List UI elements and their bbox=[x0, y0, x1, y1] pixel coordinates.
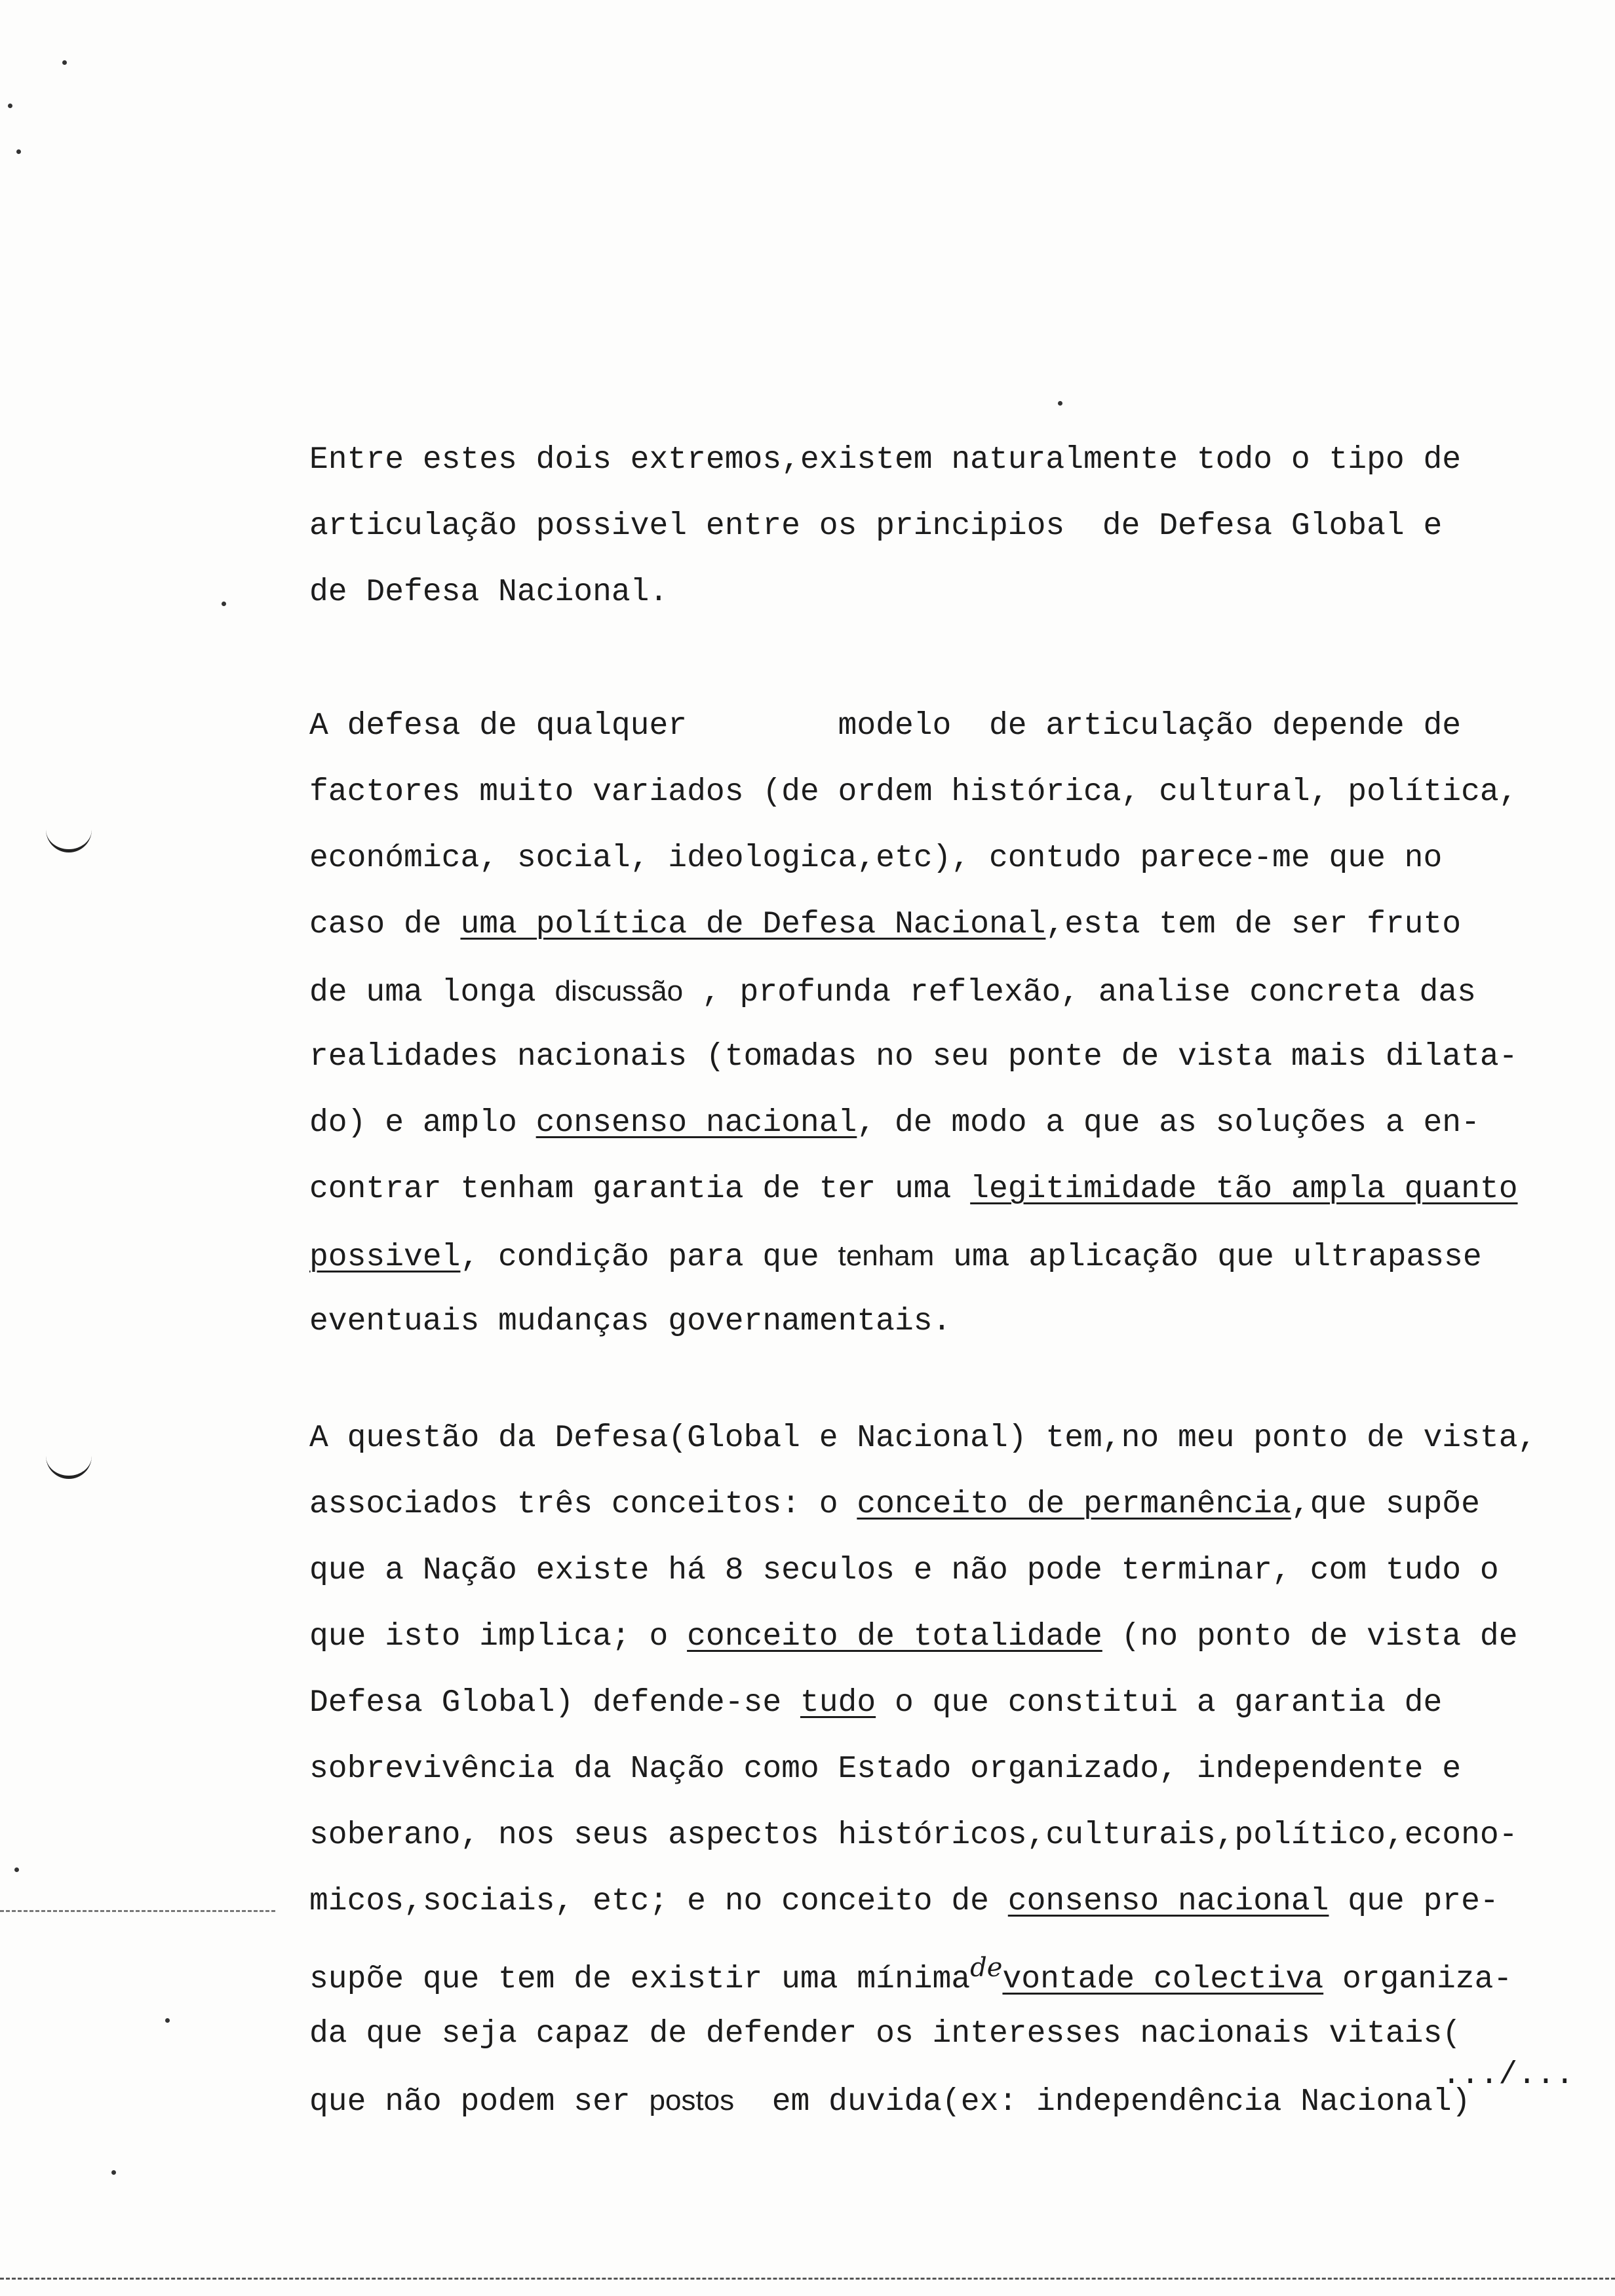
handwritten-insertion: postos bbox=[649, 2084, 735, 2116]
text-segment: micos,sociais, etc; e no conceito de bbox=[309, 1884, 1008, 1919]
underlined-phrase: conceito de totalidade bbox=[687, 1619, 1102, 1655]
text-segment: o que constitui a garantia de bbox=[876, 1685, 1443, 1721]
text-line bbox=[309, 2067, 1607, 2133]
text-line bbox=[309, 1223, 1607, 1289]
text-segment: que isto implica; o bbox=[309, 1619, 688, 1655]
text-line bbox=[309, 1935, 1607, 2001]
underlined-phrase: consenso nacional bbox=[535, 1105, 857, 1141]
underlined-phrase: possivel bbox=[309, 1240, 461, 1275]
underlined-phrase: vontade colectiva bbox=[1002, 1962, 1324, 1997]
text-segment: , de modo a que as soluções a en- bbox=[857, 1105, 1480, 1141]
text-line bbox=[309, 1157, 1607, 1223]
text-segment: em duvida(ex: independência Nacional) bbox=[734, 2084, 1471, 2120]
text-line: sobrevivência da Nação como Estado organizado, independente e bbox=[309, 1751, 1462, 1787]
scan-speck bbox=[222, 602, 226, 606]
text-segment: ,esta tem de ser fruto bbox=[1045, 907, 1462, 942]
text-line bbox=[309, 958, 1607, 1024]
scan-speck bbox=[62, 60, 67, 65]
text-line bbox=[309, 1472, 1607, 1538]
text-line: eventuais mudanças governamentais. bbox=[309, 1304, 952, 1339]
text-segment: associados três conceitos: o bbox=[309, 1487, 857, 1522]
text-line: de Defesa Nacional. bbox=[309, 575, 669, 610]
paragraph-2 bbox=[309, 693, 1607, 1355]
text-line bbox=[309, 1869, 1607, 1935]
underlined-phrase: consenso nacional bbox=[1007, 1884, 1329, 1919]
scan-speck bbox=[16, 149, 21, 154]
text-segment: de uma longa bbox=[309, 975, 555, 1010]
handwritten-insertion: discussão bbox=[555, 975, 684, 1007]
text-line: A questão da Defesa(Global e Nacional) tem,no meu ponto de vista, bbox=[309, 1421, 1537, 1456]
margin-bracket-mark bbox=[46, 1453, 92, 1479]
continuation-mark: .../... bbox=[1442, 2057, 1574, 2093]
text-line: realidades nacionais (tomadas no seu ponte de vista mais dilata- bbox=[309, 1039, 1518, 1075]
text-line: económica, social, ideologica,etc), contudo parece-me que no bbox=[309, 841, 1443, 876]
text-line: articulação possivel entre os principios de Defesa Global e bbox=[309, 508, 1443, 544]
underlined-phrase: legitimidade tão ampla quanto bbox=[970, 1172, 1518, 1207]
text-line bbox=[309, 1090, 1607, 1157]
handwritten-insertion: de bbox=[970, 1953, 1003, 1983]
scan-speck bbox=[165, 2018, 170, 2023]
underlined-phrase: uma política de Defesa Nacional bbox=[460, 907, 1046, 942]
text-segment: uma aplicação que ultrapasse bbox=[934, 1240, 1482, 1275]
text-line bbox=[309, 892, 1607, 958]
text-line bbox=[309, 1604, 1607, 1670]
underlined-phrase: tudo bbox=[800, 1685, 876, 1721]
text-segment: que não podem ser bbox=[309, 2084, 650, 2120]
scan-speck bbox=[1058, 401, 1062, 406]
text-segment: ,que supõe bbox=[1291, 1487, 1480, 1522]
scan-speck bbox=[111, 2170, 116, 2175]
scan-speck bbox=[14, 1867, 19, 1872]
text-line: da que seja capaz de defender os interesses nacionais vitais( bbox=[309, 2016, 1462, 2052]
text-segment: caso de bbox=[309, 907, 461, 942]
text-line: que a Nação existe há 8 seculos e não pode terminar, com tudo o bbox=[309, 1553, 1499, 1588]
text-segment: (no ponto de vista de bbox=[1102, 1619, 1518, 1655]
paragraph-3 bbox=[309, 1406, 1607, 2133]
text-segment: do) e amplo bbox=[309, 1105, 536, 1141]
text-line: soberano, nos seus aspectos históricos,culturais,político,econo- bbox=[309, 1818, 1518, 1853]
text-segment: que pre- bbox=[1329, 1884, 1499, 1919]
text-segment: , profunda reflexão, analise concreta das bbox=[683, 975, 1476, 1010]
text-line: A defesa de qualquer modelo de articulação depende de bbox=[309, 708, 1462, 744]
text-line: factores muito variados (de ordem histórica, cultural, política, bbox=[309, 775, 1518, 810]
text-segment: Defesa Global) defende-se bbox=[309, 1685, 800, 1721]
handwritten-insertion: tenham bbox=[838, 1240, 935, 1272]
text-segment: , condição para que bbox=[460, 1240, 838, 1275]
underlined-phrase: conceito de permanência bbox=[857, 1487, 1291, 1522]
scan-edge-line bbox=[0, 1910, 275, 1912]
text-line bbox=[309, 1670, 1607, 1736]
text-segment: contrar tenham garantia de ter uma bbox=[309, 1172, 971, 1207]
text-line: Entre estes dois extremos,existem naturalmente todo o tipo de bbox=[309, 442, 1462, 478]
scan-edge-line bbox=[0, 2278, 1615, 2280]
text-segment: organiza- bbox=[1323, 1962, 1513, 1997]
margin-bracket-mark bbox=[46, 827, 92, 852]
text-segment: supõe que tem de existir uma mínima bbox=[309, 1962, 971, 1997]
paragraph-1 bbox=[309, 427, 1607, 626]
scan-speck bbox=[8, 104, 12, 108]
